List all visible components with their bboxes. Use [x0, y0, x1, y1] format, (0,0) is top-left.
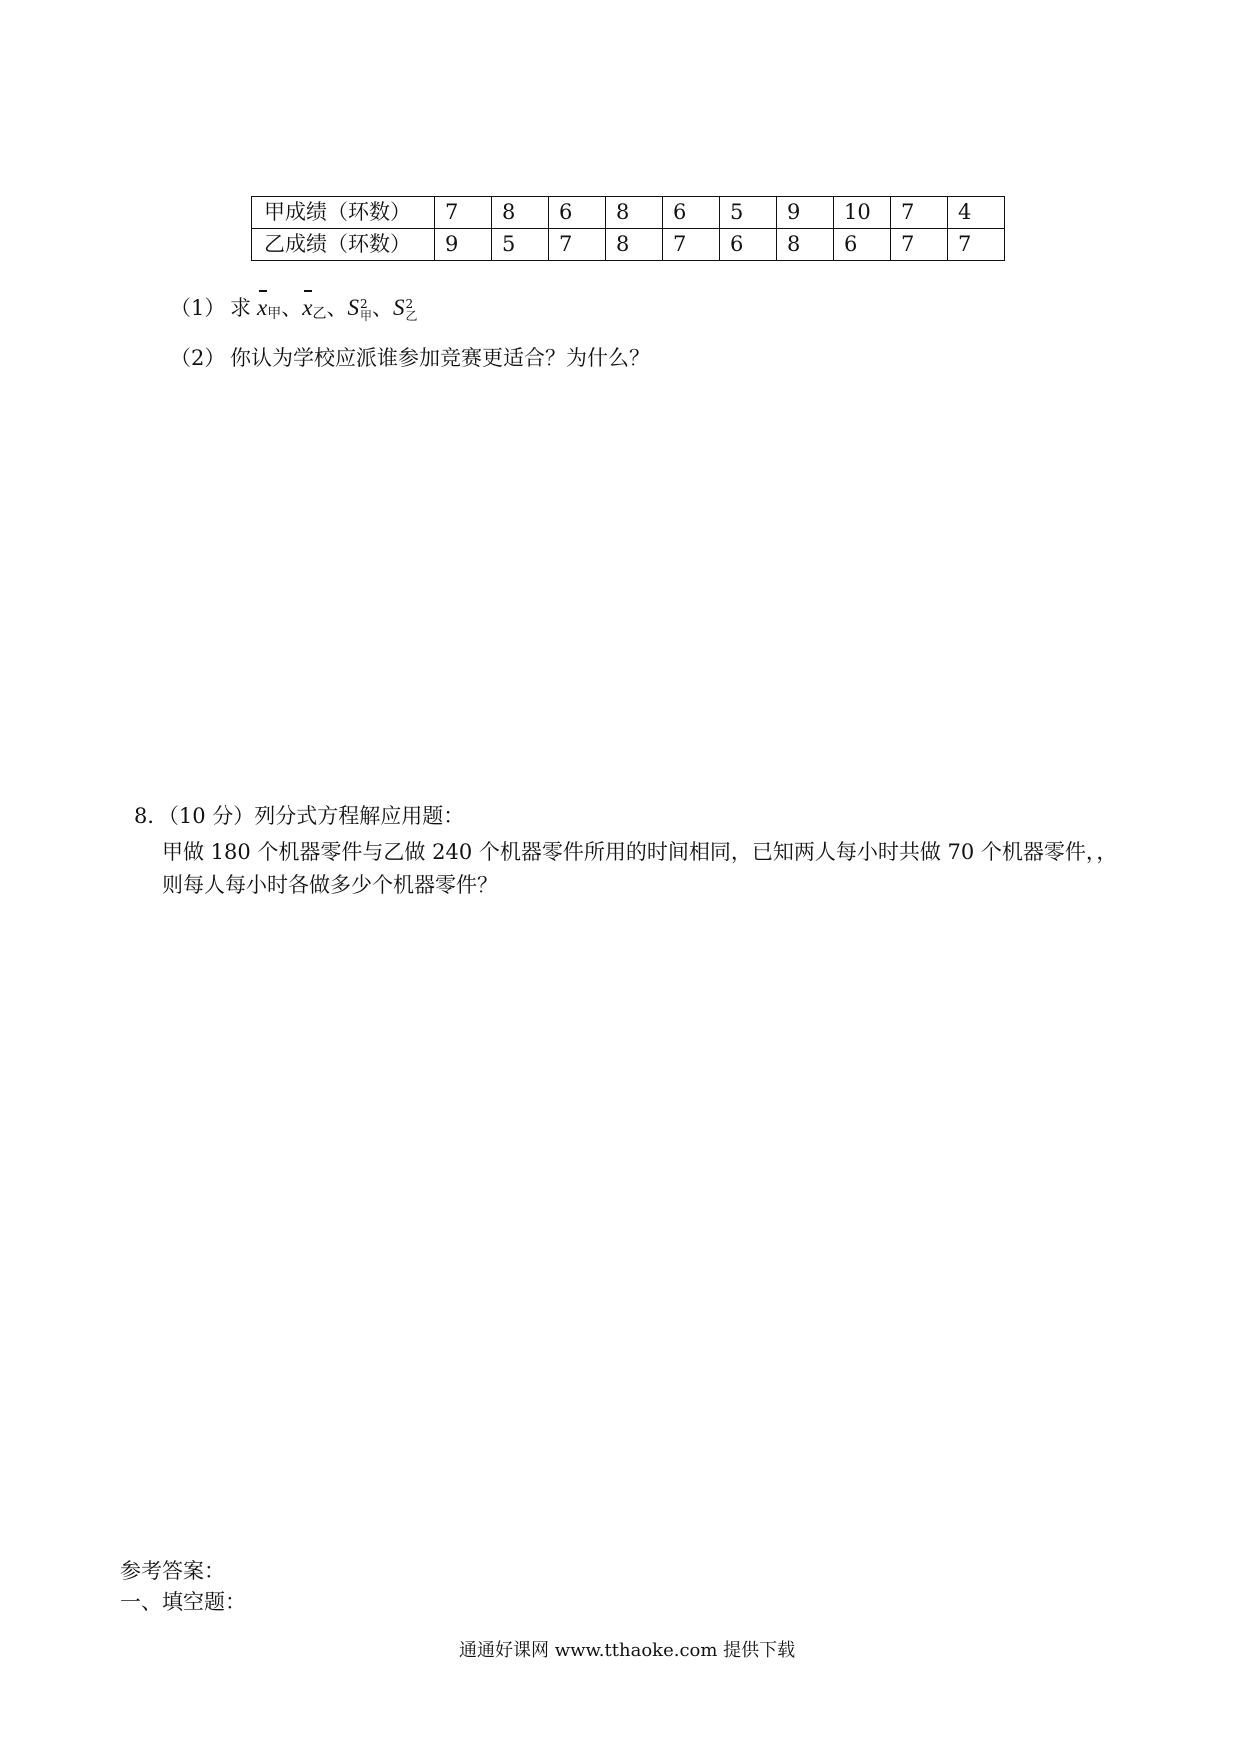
table-cell: 6 [549, 197, 606, 229]
table-cell: 7 [549, 229, 606, 261]
table-cell: 5 [492, 229, 549, 261]
table-cell: 8 [606, 197, 663, 229]
table-cell: 9 [435, 229, 492, 261]
table-cell: 8 [606, 229, 663, 261]
table-cell: 8 [777, 229, 834, 261]
problem-8-line-2: 则每人每小时各做多少个机器零件？ [162, 873, 498, 897]
table-cell: 6 [663, 197, 720, 229]
table-cell: 7 [663, 229, 720, 261]
table-row [252, 197, 1005, 229]
question-text: 你认为学校应派谁参加竞赛更适合？为什么？ [230, 346, 650, 370]
superscript: 2 [359, 296, 368, 311]
table-cell: 4 [948, 197, 1005, 229]
subscript-jia: 甲 [267, 306, 282, 322]
table-cell: 7 [435, 197, 492, 229]
page-footer: 通通好课网 www.tthaoke.com 提供下载 [459, 1640, 796, 1661]
answers-section: 一、填空题： [120, 1590, 246, 1614]
variance-symbol: S [392, 295, 405, 320]
table-cell: 7 [891, 197, 948, 229]
table-cell: 7 [891, 229, 948, 261]
table-cell: 9 [777, 197, 834, 229]
table-row [252, 229, 1005, 261]
superscript: 2 [405, 296, 414, 311]
subscript-yi: 乙 [405, 308, 418, 323]
answers-heading: 参考答案： [120, 1559, 225, 1583]
subscript-yi: 乙 [312, 306, 327, 322]
row-label: 乙成绩（环数） [252, 229, 435, 261]
separator: 、 [281, 296, 303, 320]
question-2 [170, 343, 650, 373]
variance-symbol: S [347, 295, 359, 320]
question-number: （2） [170, 346, 226, 370]
problem-8-line-1: 甲做 180 个机器零件与乙做 240 个机器零件所用的时间相同，已知两人每小时共做 70 个机器零件，， [162, 840, 1118, 864]
score-table [251, 196, 1005, 261]
table-cell: 10 [834, 197, 891, 229]
table-cell: 7 [948, 229, 1005, 261]
table-cell: 8 [492, 197, 549, 229]
mean-symbol: x [257, 293, 267, 323]
table-cell: 5 [720, 197, 777, 229]
question-1 [170, 293, 417, 326]
mean-symbol: x [302, 293, 312, 323]
separator: 、 [326, 296, 348, 320]
problem-8-title: 8．（10 分）列分式方程解应用题： [134, 804, 465, 828]
table-cell: 6 [834, 229, 891, 261]
table-cell: 6 [720, 229, 777, 261]
subscript-jia: 甲 [359, 308, 372, 323]
question-prefix: 求 [230, 296, 251, 320]
separator: 、 [371, 296, 393, 320]
row-label: 甲成绩（环数） [252, 197, 435, 229]
question-number: （1） [170, 296, 226, 320]
